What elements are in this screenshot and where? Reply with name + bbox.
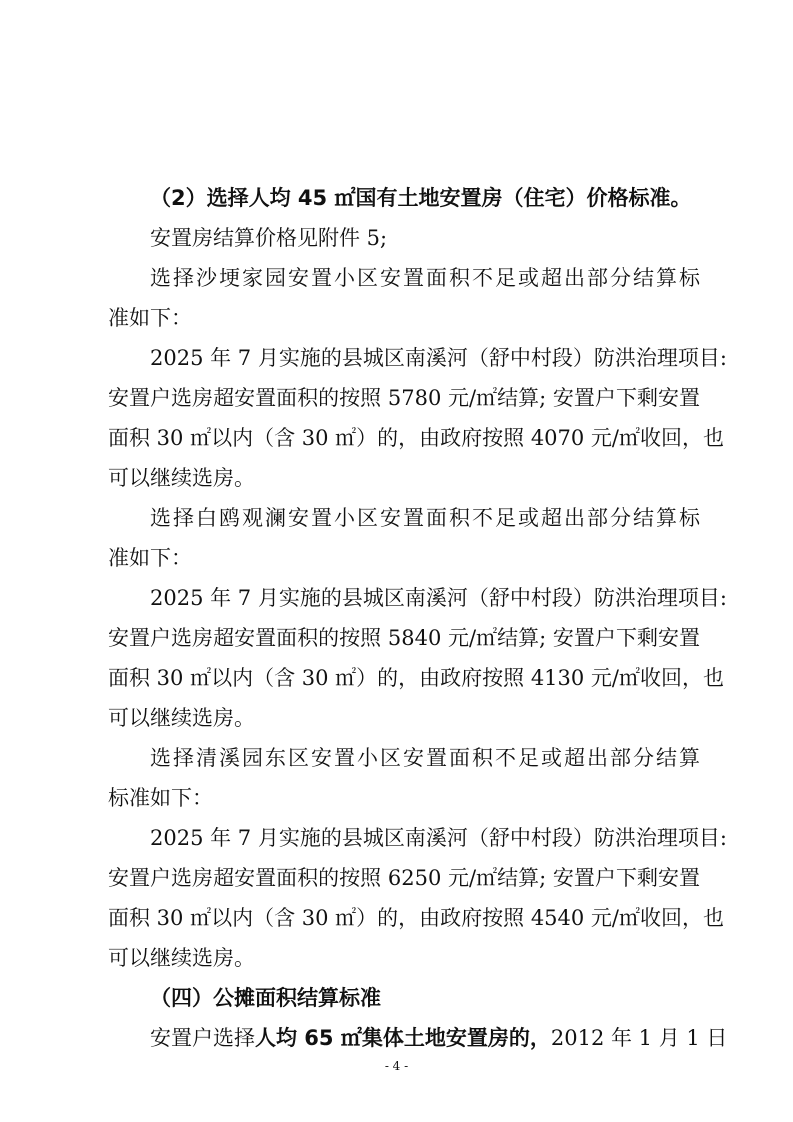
paragraph-line: 安置户选房超安置面积的按照 5780 元/㎡结算; 安置户下剩安置 <box>108 386 700 410</box>
paragraph-line: 准如下： <box>108 546 192 570</box>
paragraph-line: 标准如下： <box>108 786 213 810</box>
paragraph-line: 面积 30 ㎡以内（含 30 ㎡）的，由政府按照 4070 元/㎡收回，也 <box>108 426 725 450</box>
paragraph-line: 选择白鸥观澜安置小区安置面积不足或超出部分结算标 <box>150 506 700 530</box>
paragraph-line: 准如下： <box>108 306 192 330</box>
paragraph-line: 面积 30 ㎡以内（含 30 ㎡）的，由政府按照 4540 元/㎡收回，也 <box>108 906 725 930</box>
paragraph-line: 安置户选房超安置面积的按照 5840 元/㎡结算; 安置户下剩安置 <box>108 626 700 650</box>
text-run: 安置户选择 <box>150 1026 255 1050</box>
paragraph-line: 安置户选房超安置面积的按照 6250 元/㎡结算; 安置户下剩安置 <box>108 866 700 890</box>
paragraph-line: 选择沙埂家园安置小区安置面积不足或超出部分结算标 <box>150 266 700 290</box>
bold-text-run: 人均 65 ㎡集体土地安置房的， <box>255 1026 551 1050</box>
text-run: 2012 年 1 月 1 日 <box>550 1026 728 1050</box>
paragraph-line: 可以继续选房。 <box>108 706 255 730</box>
paragraph-line: 2025 年 7 月实施的县城区南溪河（舒中村段）防洪治理项目: <box>150 586 727 610</box>
paragraph-line: 安置房结算价格见附件 5; <box>150 226 388 250</box>
paragraph-line: 可以继续选房。 <box>108 466 255 490</box>
paragraph-line: 2025 年 7 月实施的县城区南溪河（舒中村段）防洪治理项目: <box>150 826 727 850</box>
paragraph-line-last <box>150 1024 728 1052</box>
paragraph-line: 选择清溪园东区安置小区安置面积不足或超出部分结算 <box>150 746 700 770</box>
subsection-heading: （2）选择人均 45 ㎡国有土地安置房（住宅）价格标准。 <box>150 186 692 210</box>
paragraph-line: 面积 30 ㎡以内（含 30 ㎡）的，由政府按照 4130 元/㎡收回，也 <box>108 666 725 690</box>
section-heading: （四）公摊面积结算标准 <box>150 986 381 1010</box>
paragraph-line: 可以继续选房。 <box>108 946 255 970</box>
page-number: - 4 - <box>384 1059 409 1073</box>
paragraph-line: 2025 年 7 月实施的县城区南溪河（舒中村段）防洪治理项目: <box>150 346 727 370</box>
